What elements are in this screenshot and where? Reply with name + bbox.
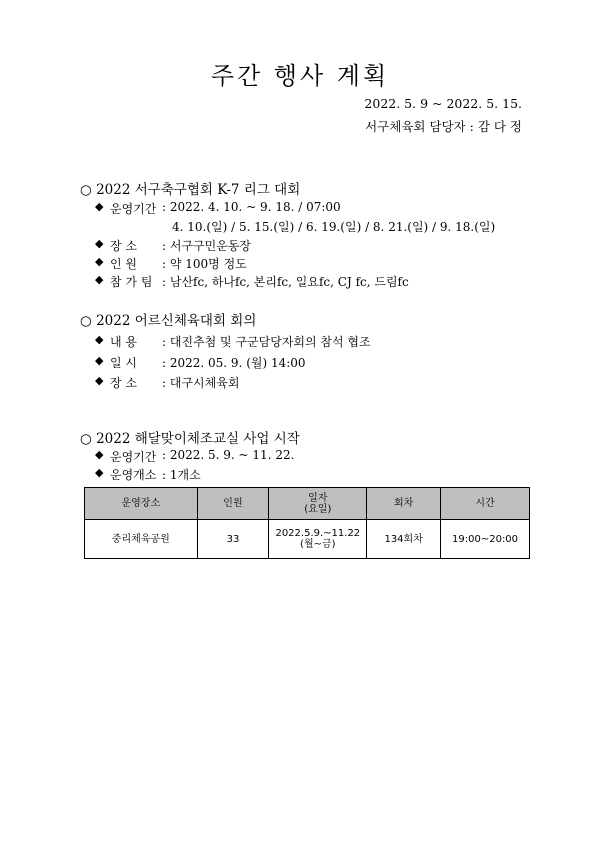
item-label: 장 소 [110, 239, 137, 253]
item-value-schedule: 4. 10.(일) / 5. 15.(일) / 6. 19.(일) / 8. 21.(일) / 9. 18.(일) [172, 220, 496, 234]
table-header-row [85, 488, 530, 520]
item-label: 장 소 [110, 376, 137, 390]
date-range: 2022. 5. 9 ~ 2022. 5. 15. [364, 96, 522, 111]
page-title: 주간 행사 계획 [210, 62, 390, 90]
diamond-bullet-icon: ◆ [95, 466, 104, 479]
item-label: 내 용 [110, 335, 137, 349]
header-date-label: 일자 [308, 492, 328, 504]
section-heading-k7-league: ○ 2022 서구축구협회 K-7 리그 대회 [80, 182, 301, 198]
header-time: 시간 [441, 488, 530, 520]
cell-people: 33 [197, 520, 269, 559]
cell-time: 19:00~20:00 [441, 520, 530, 559]
item-label: 운영기간 [110, 450, 157, 464]
cell-place: 중리체육공원 [85, 520, 198, 559]
header-sessions: 회차 [367, 488, 441, 520]
item-value: : 약 100명 정도 [162, 257, 247, 271]
item-value: : 2022. 5. 9. ~ 11. 22. [162, 448, 295, 462]
header-place: 운영장소 [85, 488, 198, 520]
item-value: : 1개소 [162, 468, 201, 482]
item-label: 일 시 [110, 356, 137, 370]
item-value: : 2022. 4. 10. ~ 9. 18. / 07:00 [162, 200, 341, 214]
cell-date [269, 520, 367, 559]
cell-weekdays: (월~금) [300, 539, 336, 550]
diamond-bullet-icon: ◆ [95, 448, 104, 461]
item-label: 인 원 [110, 257, 137, 271]
item-value: : 2022. 05. 9. (월) 14:00 [162, 356, 306, 370]
item-label: 운영기간 [110, 202, 157, 216]
diamond-bullet-icon: ◆ [95, 333, 104, 346]
header-date [269, 488, 367, 520]
diamond-bullet-icon: ◆ [95, 255, 104, 268]
diamond-bullet-icon: ◆ [95, 200, 104, 213]
section-heading-gymnastics-class: ○ 2022 해달맞이체조교실 사업 시작 [80, 431, 300, 447]
item-value: : 대구시체육회 [162, 376, 240, 390]
diamond-bullet-icon: ◆ [95, 354, 104, 367]
section-heading-senior-meeting: ○ 2022 어르신체육대회 회의 [80, 313, 257, 329]
item-value: : 서구구민운동장 [162, 239, 252, 253]
header-people: 인원 [197, 488, 269, 520]
diamond-bullet-icon: ◆ [95, 374, 104, 387]
diamond-bullet-icon: ◆ [95, 273, 104, 286]
item-label: 운영개소 [110, 468, 157, 482]
diamond-bullet-icon: ◆ [95, 237, 104, 250]
table-row [85, 520, 530, 559]
cell-date-range: 2022.5.9.~11.22 [275, 528, 361, 539]
item-value: : 남산fc, 하나fc, 본리fc, 일요fc, CJ fc, 드림fc [162, 275, 409, 289]
schedule-table [84, 487, 530, 559]
cell-sessions: 134회차 [367, 520, 441, 559]
item-label: 참 가 팀 [110, 275, 153, 289]
manager-line: 서구체육회 담당자 : 감 다 정 [365, 119, 522, 134]
item-value: : 대진추첨 및 구군담당자회의 참석 협조 [162, 335, 371, 349]
header-weekday-label: (요일) [304, 503, 332, 515]
